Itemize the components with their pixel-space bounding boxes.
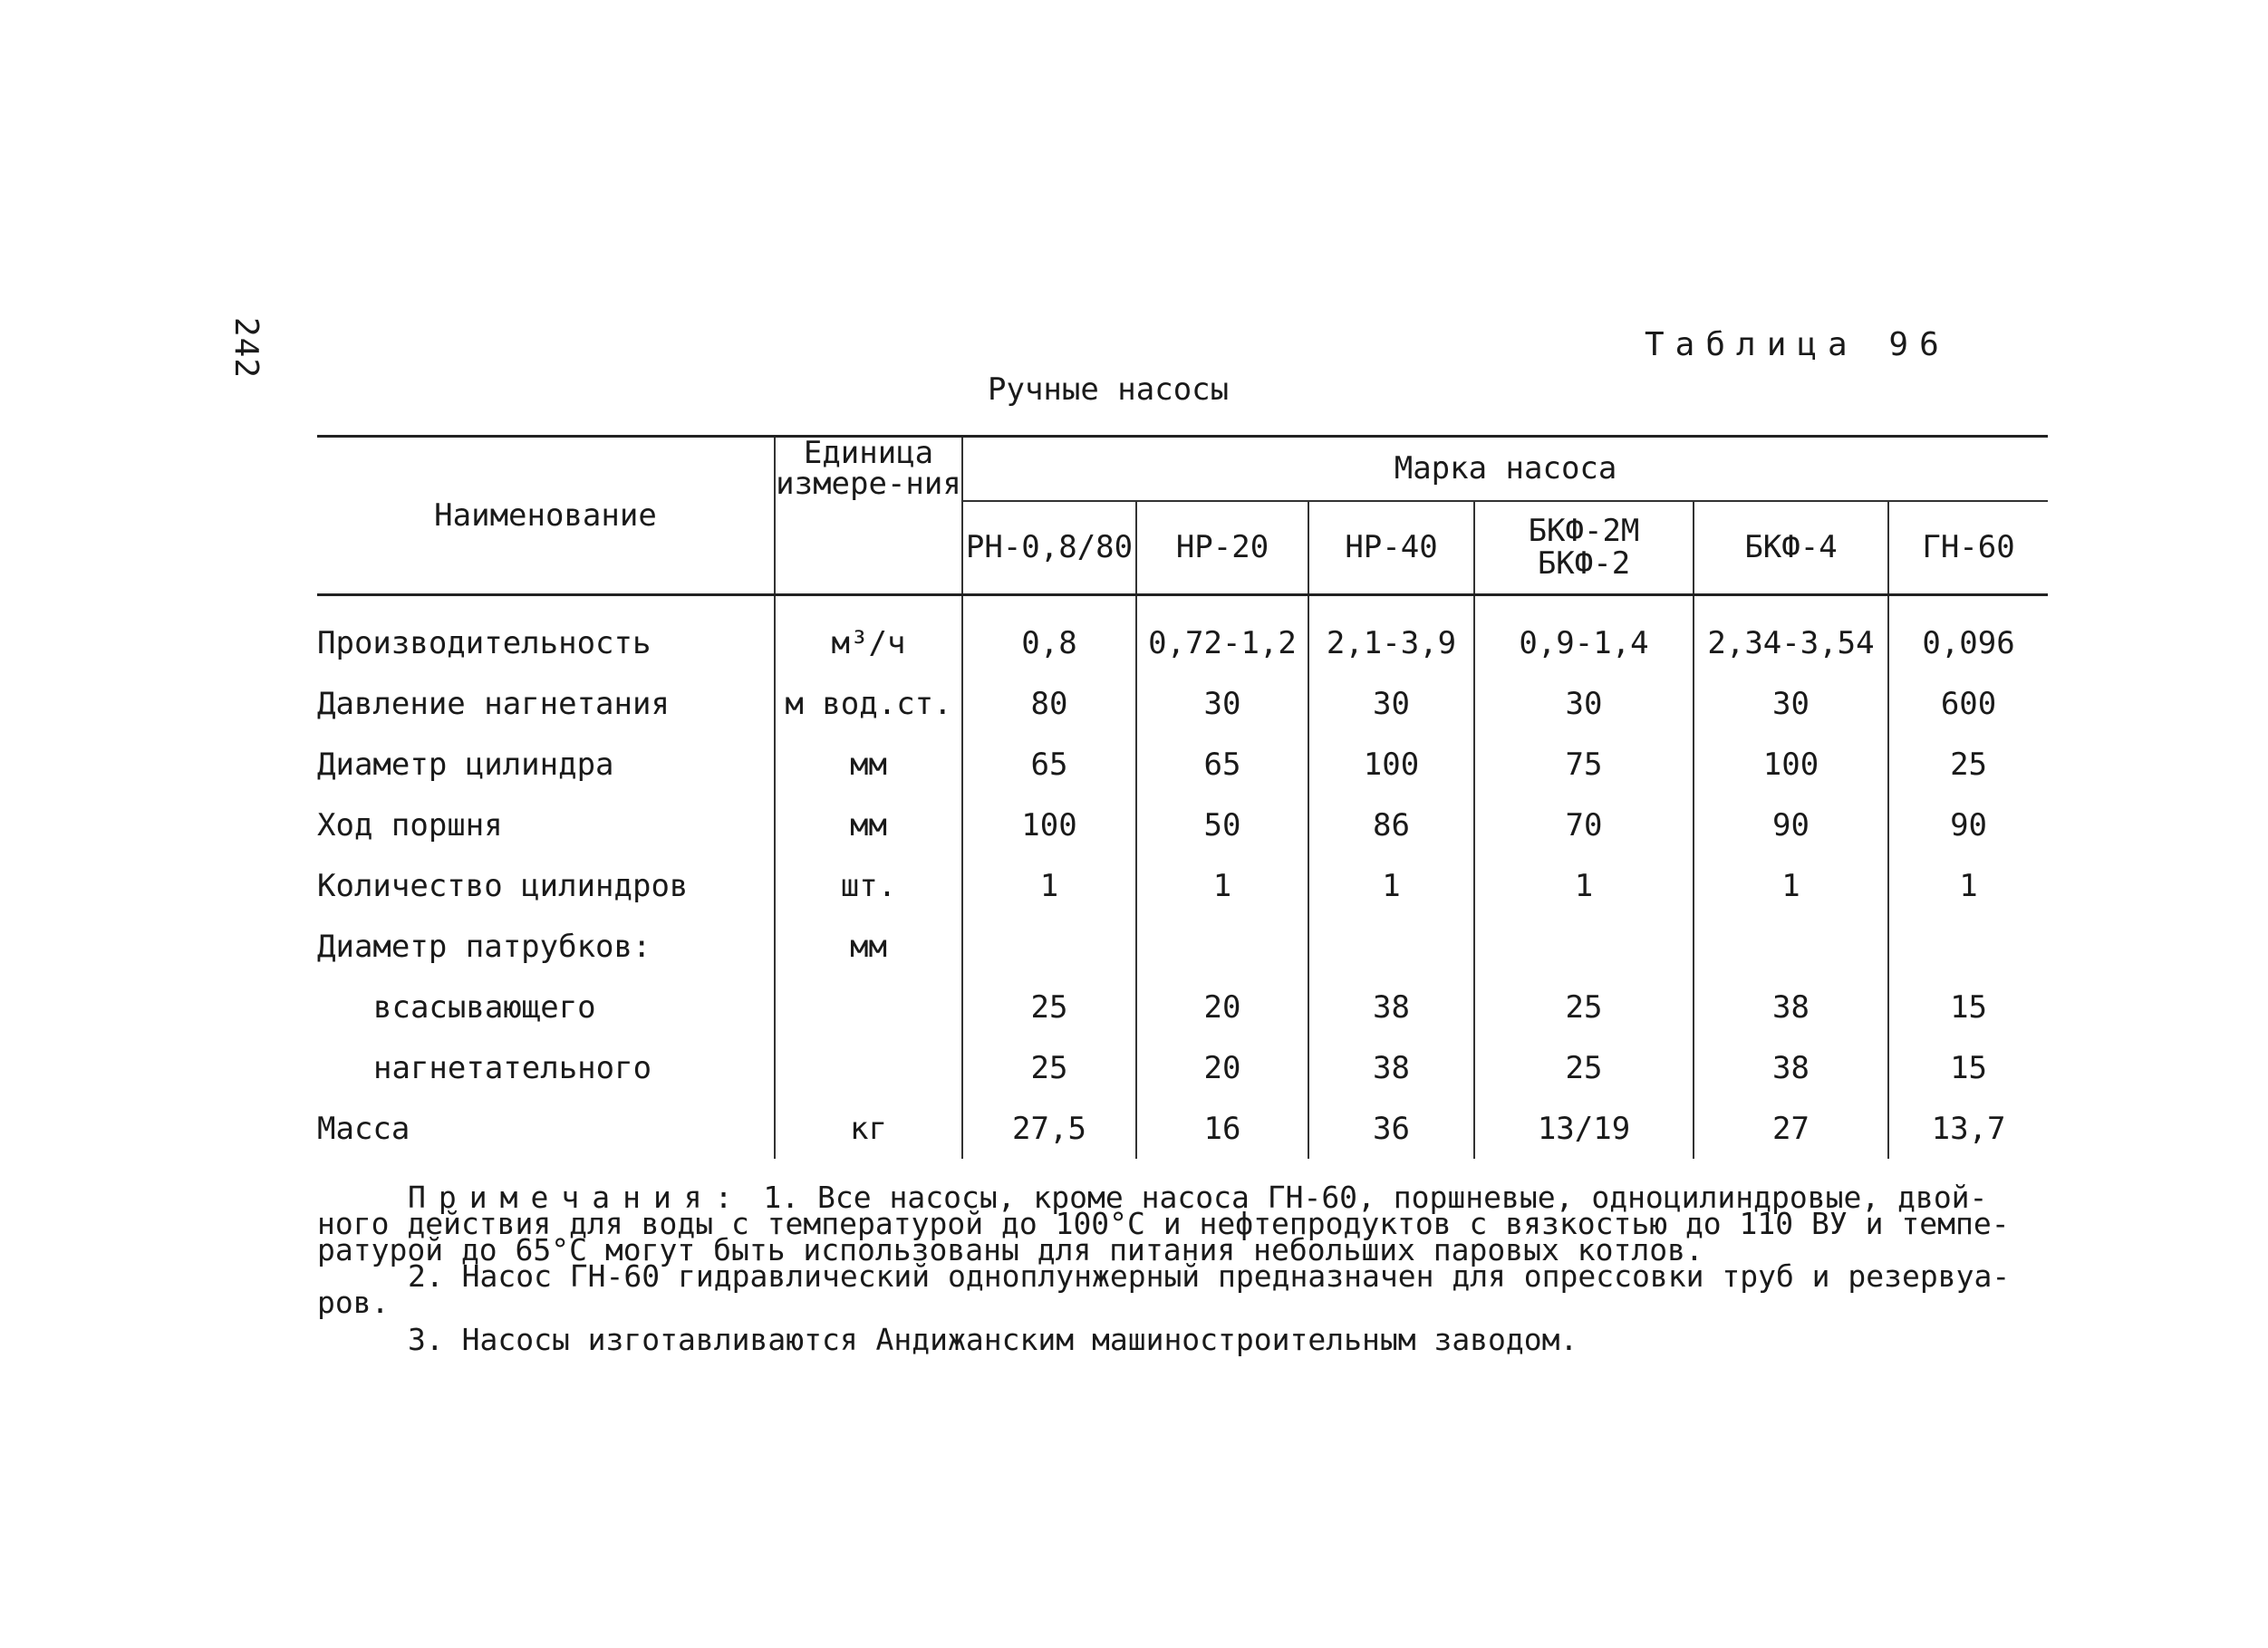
- cell-value: 2,1-3,9: [1308, 595, 1474, 674]
- cell-value: 36: [1308, 1098, 1474, 1159]
- table-title: Ручные насосы: [988, 371, 1230, 408]
- cell-value: [1888, 916, 2048, 977]
- note-line: ров.: [317, 1285, 390, 1320]
- cell-value: 15: [1888, 1037, 2048, 1098]
- cell-value: 75: [1474, 734, 1694, 795]
- page-number: 242: [227, 317, 265, 380]
- cell-value: 30: [1308, 673, 1474, 734]
- cell-value: 0,72-1,2: [1136, 595, 1308, 674]
- brand-header: НР-20: [1136, 501, 1308, 595]
- row-unit: [775, 1037, 962, 1098]
- row-unit: м³/ч: [775, 595, 962, 674]
- cell-value: 20: [1136, 1037, 1308, 1098]
- row-unit: мм: [775, 734, 962, 795]
- brand-header-line: БКФ-2: [1537, 545, 1631, 583]
- cell-value: 25: [1474, 1037, 1694, 1098]
- cell-value: 38: [1694, 1037, 1888, 1098]
- cell-value: 25: [1888, 734, 2048, 795]
- cell-value: 1: [1694, 855, 1888, 916]
- cell-value: 27: [1694, 1098, 1888, 1159]
- header-unit: Единица измере-ния: [775, 437, 962, 595]
- brand-header: РН-0,8/80: [962, 501, 1136, 595]
- brand-header: БКФ-4: [1694, 501, 1888, 595]
- cell-value: 80: [962, 673, 1136, 734]
- header-name: Наименование: [317, 437, 775, 595]
- row-name: Производительность: [317, 624, 651, 661]
- row-name: Количество цилиндров: [317, 867, 689, 904]
- brand-header: [1474, 501, 1694, 595]
- cell-value: 1: [1136, 855, 1308, 916]
- row-unit: [775, 977, 962, 1037]
- cell-value: 90: [1888, 795, 2048, 855]
- cell-value: 1: [1474, 855, 1694, 916]
- pump-table: [317, 435, 2048, 1159]
- note-line: 3. Насосы изготавливаются Андижанским машиностроительным заводом.: [408, 1322, 1578, 1357]
- cell-value: 25: [962, 1037, 1136, 1098]
- row-name: Масса: [317, 1110, 410, 1147]
- row-name: Диаметр патрубков:: [317, 928, 651, 965]
- table-row: [317, 855, 2048, 916]
- row-name: всасывающего: [373, 988, 596, 1026]
- cell-value: 86: [1308, 795, 1474, 855]
- cell-value: 2,34-3,54: [1694, 595, 1888, 674]
- cell-value: 100: [1308, 734, 1474, 795]
- cell-value: 1: [1888, 855, 2048, 916]
- cell-value: 65: [1136, 734, 1308, 795]
- cell-value: 100: [1694, 734, 1888, 795]
- cell-value: [1694, 916, 1888, 977]
- table-row: [317, 795, 2048, 855]
- cell-value: 1: [1308, 855, 1474, 916]
- cell-value: 38: [1308, 1037, 1474, 1098]
- row-unit: мм: [775, 795, 962, 855]
- table-row: [317, 673, 2048, 734]
- cell-value: 100: [962, 795, 1136, 855]
- row-unit: мм: [775, 916, 962, 977]
- cell-value: 20: [1136, 977, 1308, 1037]
- row-unit: кг: [775, 1098, 962, 1159]
- row-unit: шт.: [775, 855, 962, 916]
- row-unit: м вод.ст.: [775, 673, 962, 734]
- cell-value: 30: [1474, 673, 1694, 734]
- cell-value: 25: [1474, 977, 1694, 1037]
- cell-value: 13,7: [1888, 1098, 2048, 1159]
- table-row: [317, 734, 2048, 795]
- cell-value: 70: [1474, 795, 1694, 855]
- cell-value: 65: [962, 734, 1136, 795]
- cell-value: [1474, 916, 1694, 977]
- cell-value: 38: [1694, 977, 1888, 1037]
- cell-value: 0,8: [962, 595, 1136, 674]
- row-name: Давление нагнетания: [317, 685, 670, 722]
- cell-value: [1136, 916, 1308, 977]
- table-row: [317, 977, 2048, 1037]
- cell-value: [1308, 916, 1474, 977]
- row-name: Ход поршня: [317, 806, 503, 843]
- cell-value: 25: [962, 977, 1136, 1037]
- table-row: [317, 1098, 2048, 1159]
- note-line: ного действия для воды с температурой до 100°С и нефтепродуктов с вязкостью до 110 ВУ и темпе-: [317, 1206, 2010, 1241]
- cell-value: 30: [1136, 673, 1308, 734]
- cell-value: 13/19: [1474, 1098, 1694, 1159]
- note-line: 2. Насос ГН-60 гидравлический одноплунжерный предназначен для опрессовки труб и резервуа-: [408, 1258, 2011, 1294]
- header-brand-group: Марка насоса: [962, 437, 2048, 501]
- note-line: ратурой до 65°С могут быть использованы для питания небольших паровых котлов.: [317, 1232, 1703, 1267]
- cell-value: 15: [1888, 977, 2048, 1037]
- cell-value: 600: [1888, 673, 2048, 734]
- cell-value: 30: [1694, 673, 1888, 734]
- table-row: [317, 595, 2048, 674]
- note-text: 1. Все насосы, кроме насоса ГН-60, поршневые, одноцилиндровые, двой-: [745, 1180, 1988, 1215]
- cell-value: 16: [1136, 1098, 1308, 1159]
- brand-header: НР-40: [1308, 501, 1474, 595]
- row-name: Диаметр цилиндра: [317, 746, 614, 783]
- cell-value: 50: [1136, 795, 1308, 855]
- brand-header: ГН-60: [1888, 501, 2048, 595]
- brand-header-line: БКФ-2М: [1528, 513, 1640, 550]
- cell-value: 90: [1694, 795, 1888, 855]
- cell-value: [962, 916, 1136, 977]
- notes-label: Примечания:: [408, 1180, 746, 1215]
- row-name: нагнетательного: [373, 1049, 652, 1086]
- cell-value: 1: [962, 855, 1136, 916]
- cell-value: 38: [1308, 977, 1474, 1037]
- cell-value: 27,5: [962, 1098, 1136, 1159]
- cell-value: 0,096: [1888, 595, 2048, 674]
- table-label: Таблица 96: [1645, 326, 1950, 363]
- cell-value: 0,9-1,4: [1474, 595, 1694, 674]
- notes: [317, 1180, 2039, 1357]
- table-row: [317, 916, 2048, 977]
- table-row: [317, 1037, 2048, 1098]
